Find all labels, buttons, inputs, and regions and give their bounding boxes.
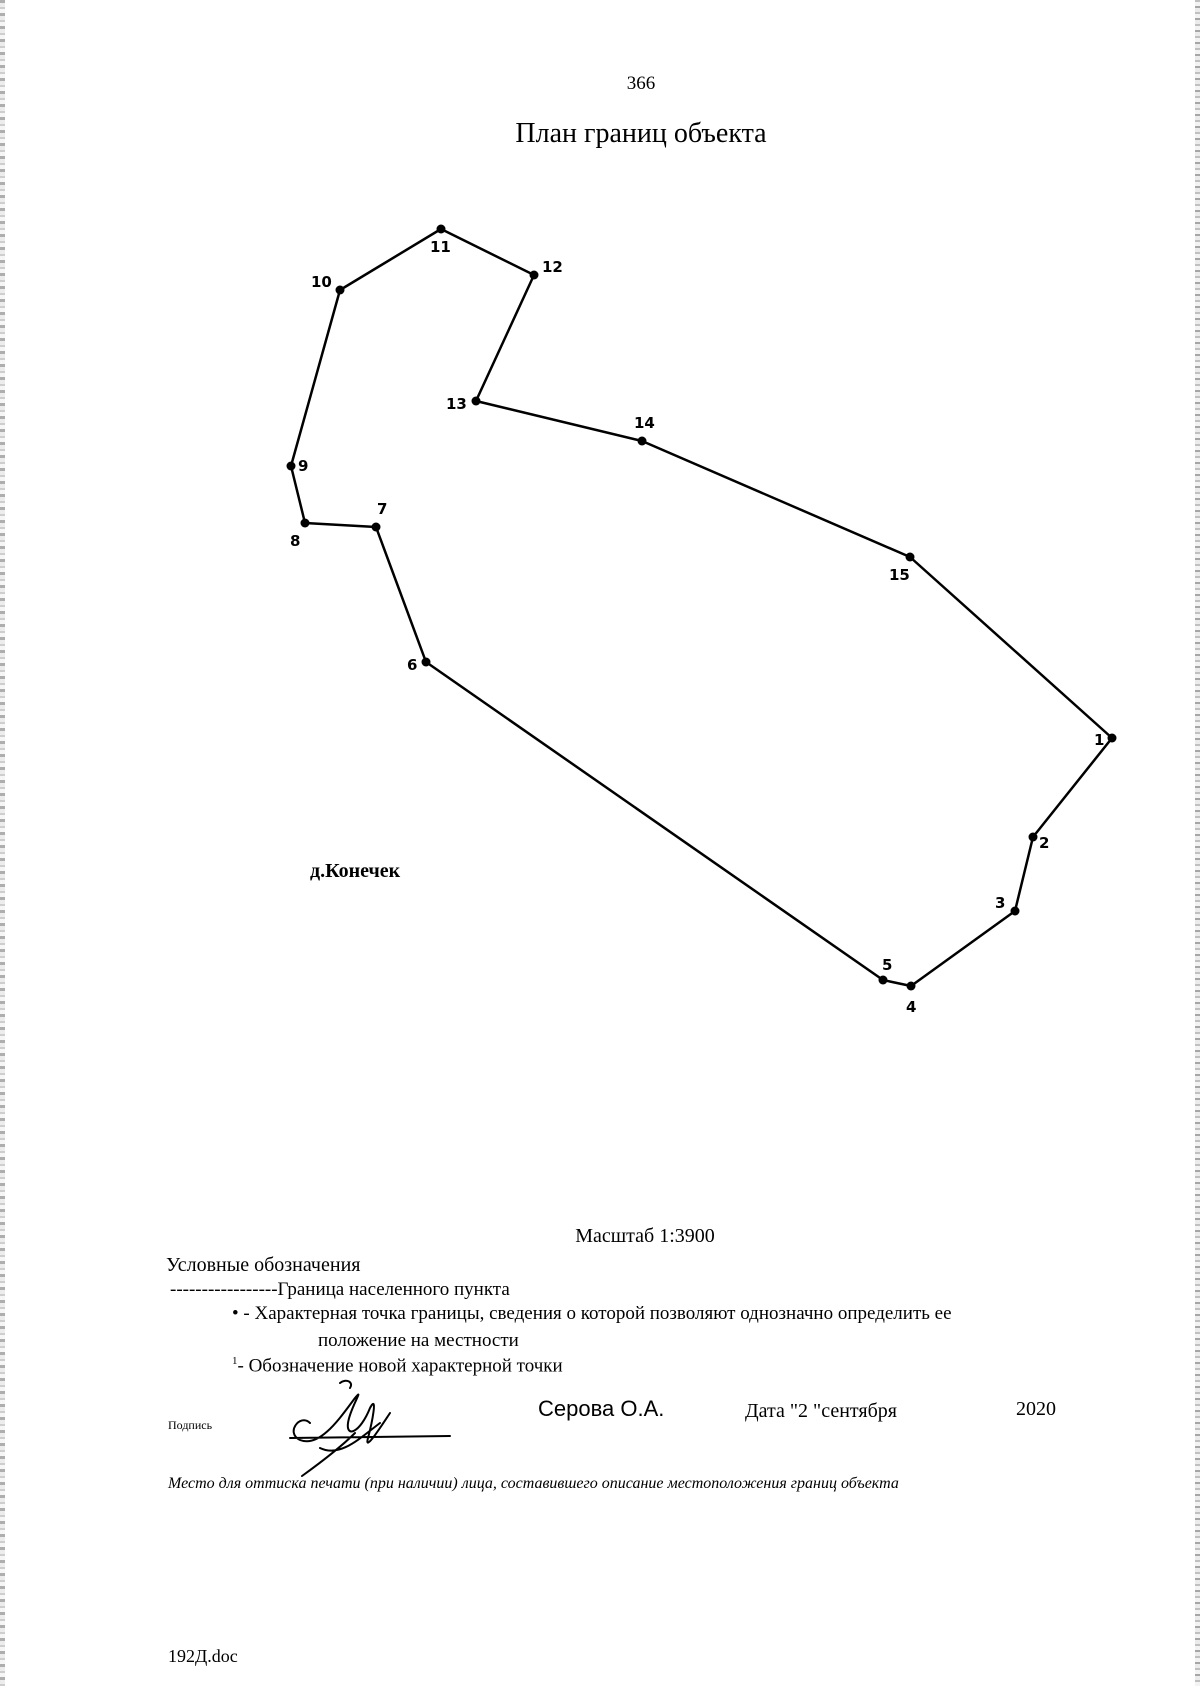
boundary-point-marker [906,553,915,562]
signature-date: Дата "2 "сентября [745,1400,897,1422]
boundary-point-marker [1011,907,1020,916]
settlement-label: д.Конечек [310,860,401,882]
boundary-point-marker [638,437,647,446]
boundary-point-marker [287,462,296,471]
legend-point-text-cont: положение на местности [318,1330,519,1351]
boundary-point-label: 6 [407,656,418,674]
boundary-point-label: 8 [290,532,301,550]
boundary-point-label: 3 [995,894,1006,912]
legend-title: Условные обозначения [166,1254,361,1276]
boundary-point-label: 2 [1039,834,1050,852]
signature-year: 2020 [1016,1398,1056,1420]
signer-name: Серова О.А. [538,1396,665,1421]
boundary-point-marker [336,286,345,295]
boundary-point-label: 1 [1094,731,1105,749]
legend-new-point-sup: 1 [232,1355,238,1367]
boundary-point-label: 10 [311,273,332,291]
boundary-point-label: 14 [634,414,655,432]
boundary-point-marker [437,225,446,234]
file-name: 192Д.doc [168,1646,238,1666]
boundary-point-marker [879,976,888,985]
boundary-point-marker [1108,734,1117,743]
boundary-line [291,229,1112,986]
stamp-note: Место для оттиска печати (при наличии) лица, составившего описание местоположения границ объекта [168,1475,899,1492]
boundary-point-marker [472,397,481,406]
legend-new-point [232,1355,563,1377]
boundary-point-marker [907,982,916,991]
legend-boundary-line: -----------------Граница населенного пункта [170,1279,510,1300]
boundary-point-label: 15 [889,566,910,584]
boundary-point-label: 4 [906,998,917,1016]
boundary-point-marker [530,271,539,280]
page-number: 366 [626,73,656,94]
boundary-point-label: 9 [298,457,309,475]
boundary-point-label: 12 [542,258,563,276]
boundary-point-label: 11 [430,238,451,256]
boundary-point-label: 5 [882,956,893,974]
legend-new-point-text: - Обозначение новой характерной точки [237,1355,563,1377]
boundary-point-marker [301,519,310,528]
boundary-point-marker [422,658,431,667]
boundary-point-label: 13 [446,395,467,413]
page-title: План границ объекта [515,118,767,149]
handwritten-signature [280,1378,460,1478]
boundary-point-marker [1029,833,1038,842]
boundary-point-marker [372,523,381,532]
map-scale: Масштаб 1:3900 [575,1225,715,1247]
legend-point-text: • - Характерная точка границы, сведения о которой позволяют однозначно определить ее [232,1303,952,1324]
boundary-point-label: 7 [377,500,388,518]
signature-label: Подпись [168,1418,213,1432]
